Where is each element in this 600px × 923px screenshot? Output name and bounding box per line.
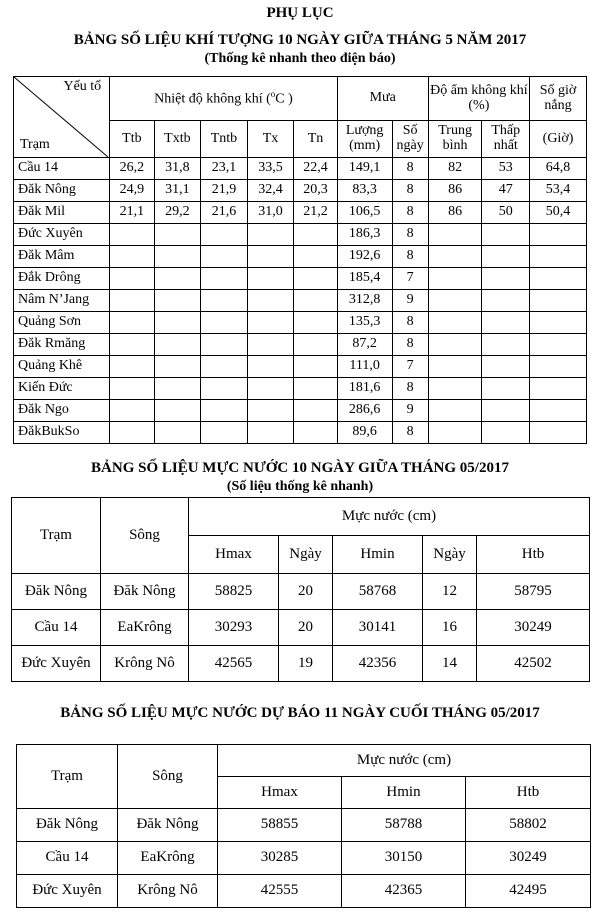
met-table-row: [14, 334, 587, 356]
cell-station: Quảng Khê: [14, 356, 110, 378]
cell-htb: 58795: [477, 574, 590, 610]
cell-dmax: 19: [279, 646, 333, 682]
water-header-level: Mực nước (cm): [189, 498, 590, 536]
cell-hum_min: [482, 246, 530, 268]
cell-hum_avg: 86: [428, 180, 482, 202]
met-table-row: [14, 378, 587, 400]
cell-rain: 83,3: [337, 180, 392, 202]
cell-txtb: [154, 246, 201, 268]
cell-ttb: 24,9: [110, 180, 154, 202]
cell-tntb: [201, 334, 248, 356]
cell-tn: 20,3: [294, 180, 337, 202]
cell-tx: 33,5: [247, 158, 294, 180]
cell-hum_min: [482, 400, 530, 422]
met-table-subtitle: (Thống kê nhanh theo điện báo): [204, 51, 396, 66]
cell-hum_min: 50: [482, 202, 530, 224]
cell-htb: 30249: [477, 610, 590, 646]
rain-group-header: Mưa: [337, 77, 428, 121]
water-table-row: [12, 610, 590, 646]
cell-station: Đăk Nông: [14, 180, 110, 202]
col-humidity-min: Thấp nhất: [482, 121, 530, 158]
cell-txtb: [154, 378, 201, 400]
col-txtb: Txtb: [154, 121, 201, 158]
cell-station: Đăk Mil: [14, 202, 110, 224]
cell-hmax: 42555: [218, 875, 342, 908]
cell-tntb: [201, 246, 248, 268]
cell-hum_avg: [428, 246, 482, 268]
cell-tn: [294, 356, 337, 378]
cell-hum_min: [482, 268, 530, 290]
col-tx: Tx: [247, 121, 294, 158]
water-table-row: [12, 646, 590, 682]
cell-tx: [247, 312, 294, 334]
cell-hmax: 30293: [189, 610, 279, 646]
cell-hum_min: [482, 378, 530, 400]
cell-hum_avg: [428, 290, 482, 312]
met-table-row: [14, 268, 587, 290]
cell-hum_avg: 82: [428, 158, 482, 180]
cell-hum_min: 47: [482, 180, 530, 202]
cell-ttb: [110, 312, 154, 334]
cell-station: Đức Xuyên: [17, 875, 118, 908]
cell-tntb: 21,9: [201, 180, 248, 202]
cell-sun: [530, 246, 587, 268]
cell-tn: [294, 422, 337, 444]
met-table-row: [14, 356, 587, 378]
cell-tntb: [201, 400, 248, 422]
cell-sun: [530, 334, 587, 356]
corner-header: [14, 77, 110, 158]
cell-tn: 21,2: [294, 202, 337, 224]
sun-group-header: Số giờ nắng: [530, 77, 587, 121]
cell-ttb: [110, 290, 154, 312]
cell-tntb: [201, 378, 248, 400]
cell-station: Quảng Sơn: [14, 312, 110, 334]
cell-txtb: [154, 268, 201, 290]
cell-tx: [247, 422, 294, 444]
cell-station: Cầu 14: [12, 610, 101, 646]
cell-tx: [247, 268, 294, 290]
cell-tn: [294, 334, 337, 356]
cell-station: Đức Xuyên: [14, 224, 110, 246]
cell-river: Krông Nô: [118, 875, 218, 908]
cell-txtb: [154, 334, 201, 356]
cell-hmin: 30150: [342, 842, 466, 875]
col-rain-days: Số ngày: [392, 121, 428, 158]
cell-river: Đăk Nông: [101, 574, 189, 610]
cell-tntb: [201, 290, 248, 312]
cell-hmin: 42365: [342, 875, 466, 908]
appendix-title: PHỤ LỤC: [266, 5, 334, 21]
cell-hum_min: [482, 422, 530, 444]
cell-tx: [247, 246, 294, 268]
cell-tn: [294, 400, 337, 422]
forecast-header-htb: Htb: [466, 777, 591, 809]
water-header-river: Sông: [101, 498, 189, 574]
cell-sun: 50,4: [530, 202, 587, 224]
water-level-table: [11, 497, 590, 682]
cell-sun: [530, 400, 587, 422]
cell-tx: [247, 400, 294, 422]
met-table-row: [14, 202, 587, 224]
cell-hum_avg: [428, 400, 482, 422]
cell-hum_avg: [428, 422, 482, 444]
cell-station: Đăk Ngo: [14, 400, 110, 422]
cell-tx: [247, 224, 294, 246]
forecast-header-hmax: Hmax: [218, 777, 342, 809]
cell-station: Đăk Mâm: [14, 246, 110, 268]
forecast-table-title: BẢNG SỐ LIỆU MỰC NƯỚC DỰ BÁO 11 NGÀY CUỐI THÁNG 05/2017: [60, 705, 540, 721]
cell-days: 8: [392, 378, 428, 400]
cell-txtb: [154, 224, 201, 246]
cell-hmax: 58855: [218, 809, 342, 842]
cell-station: Đăk Nông: [17, 809, 118, 842]
cell-hmin: 42356: [333, 646, 423, 682]
cell-rain: 106,5: [337, 202, 392, 224]
cell-tx: [247, 290, 294, 312]
cell-days: 8: [392, 202, 428, 224]
forecast-header-river: Sông: [118, 745, 218, 809]
cell-tn: [294, 224, 337, 246]
water-header-day-max: Ngày: [279, 536, 333, 574]
cell-tntb: [201, 224, 248, 246]
cell-station: Kiến Đức: [14, 378, 110, 400]
cell-days: 7: [392, 356, 428, 378]
forecast-table-row: [17, 875, 591, 908]
cell-sun: 64,8: [530, 158, 587, 180]
cell-hum_min: [482, 224, 530, 246]
cell-hum_min: [482, 334, 530, 356]
cell-tntb: 21,6: [201, 202, 248, 224]
cell-tntb: 23,1: [201, 158, 248, 180]
cell-hmin: 58788: [342, 809, 466, 842]
cell-tntb: [201, 312, 248, 334]
cell-ttb: [110, 356, 154, 378]
cell-river: EaKrông: [118, 842, 218, 875]
cell-rain: 135,3: [337, 312, 392, 334]
met-table-row: [14, 180, 587, 202]
water-table-subtitle: (Số liệu thống kê nhanh): [226, 479, 374, 494]
cell-rain: 149,1: [337, 158, 392, 180]
cell-ttb: [110, 422, 154, 444]
cell-days: 8: [392, 334, 428, 356]
cell-river: EaKrông: [101, 610, 189, 646]
cell-days: 8: [392, 224, 428, 246]
cell-tntb: [201, 268, 248, 290]
forecast-table-row: [17, 809, 591, 842]
cell-dmin: 14: [423, 646, 477, 682]
cell-sun: 53,4: [530, 180, 587, 202]
cell-tx: 31,0: [247, 202, 294, 224]
met-table-row: [14, 158, 587, 180]
corner-station-label: Trạm: [20, 137, 50, 153]
cell-hum_avg: [428, 356, 482, 378]
cell-tx: [247, 334, 294, 356]
cell-station: Đức Xuyên: [12, 646, 101, 682]
humidity-group-header: Độ ẩm không khí (%): [428, 77, 529, 121]
cell-htb: 58802: [466, 809, 591, 842]
cell-ttb: [110, 334, 154, 356]
cell-hum_avg: [428, 224, 482, 246]
col-tn: Tn: [294, 121, 337, 158]
cell-dmax: 20: [279, 574, 333, 610]
cell-hum_avg: [428, 268, 482, 290]
cell-days: 8: [392, 312, 428, 334]
cell-hum_avg: [428, 334, 482, 356]
cell-tn: [294, 378, 337, 400]
cell-tn: [294, 290, 337, 312]
cell-txtb: 31,1: [154, 180, 201, 202]
met-table-row: [14, 422, 587, 444]
cell-hmax: 30285: [218, 842, 342, 875]
cell-river: Đăk Nông: [118, 809, 218, 842]
cell-hmin: 30141: [333, 610, 423, 646]
cell-hum_min: [482, 312, 530, 334]
cell-txtb: 31,8: [154, 158, 201, 180]
cell-htb: 30249: [466, 842, 591, 875]
cell-hmax: 42565: [189, 646, 279, 682]
cell-txtb: [154, 312, 201, 334]
cell-tn: 22,4: [294, 158, 337, 180]
water-header-hmin: Hmin: [333, 536, 423, 574]
cell-river: Krông Nô: [101, 646, 189, 682]
cell-sun: [530, 356, 587, 378]
cell-htb: 42495: [466, 875, 591, 908]
cell-tx: [247, 378, 294, 400]
cell-htb: 42502: [477, 646, 590, 682]
forecast-header-hmin: Hmin: [342, 777, 466, 809]
met-table-row: [14, 224, 587, 246]
cell-rain: 87,2: [337, 334, 392, 356]
cell-tntb: [201, 422, 248, 444]
corner-factor-label: Yếu tố: [63, 79, 102, 94]
forecast-table: [16, 744, 591, 908]
cell-hmax: 58825: [189, 574, 279, 610]
col-humidity-avg: Trung bình: [428, 121, 482, 158]
cell-station: Nâm N’Jang: [14, 290, 110, 312]
water-table-title: BẢNG SỐ LIỆU MỰC NƯỚC 10 NGÀY GIỮA THÁNG 05/2017: [91, 460, 509, 476]
cell-txtb: [154, 290, 201, 312]
cell-station: Cầu 14: [17, 842, 118, 875]
cell-tntb: [201, 356, 248, 378]
cell-tn: [294, 268, 337, 290]
met-table-row: [14, 246, 587, 268]
cell-hum_min: 53: [482, 158, 530, 180]
cell-hum_avg: [428, 312, 482, 334]
forecast-table-row: [17, 842, 591, 875]
cell-hum_min: [482, 356, 530, 378]
cell-txtb: 29,2: [154, 202, 201, 224]
met-table-row: [14, 400, 587, 422]
met-table-row: [14, 290, 587, 312]
forecast-header-station: Trạm: [17, 745, 118, 809]
cell-ttb: [110, 246, 154, 268]
cell-sun: [530, 268, 587, 290]
cell-sun: [530, 422, 587, 444]
cell-rain: 192,6: [337, 246, 392, 268]
cell-txtb: [154, 356, 201, 378]
cell-station: Đăk Nông: [12, 574, 101, 610]
cell-ttb: 26,2: [110, 158, 154, 180]
col-ttb: Ttb: [110, 121, 154, 158]
cell-days: 7: [392, 268, 428, 290]
forecast-header-level: Mực nước (cm): [218, 745, 591, 777]
cell-days: 8: [392, 158, 428, 180]
cell-rain: 186,3: [337, 224, 392, 246]
cell-days: 9: [392, 400, 428, 422]
cell-rain: 286,6: [337, 400, 392, 422]
cell-days: 8: [392, 246, 428, 268]
cell-hum_avg: [428, 378, 482, 400]
cell-sun: [530, 290, 587, 312]
cell-dmin: 12: [423, 574, 477, 610]
cell-rain: 312,8: [337, 290, 392, 312]
cell-txtb: [154, 400, 201, 422]
temp-group-header: Nhiệt độ không khí ($^o$C ): [110, 77, 338, 121]
met-table-row: [14, 312, 587, 334]
cell-ttb: [110, 268, 154, 290]
cell-station: Đăk Rmăng: [14, 334, 110, 356]
water-header-day-min: Ngày: [423, 536, 477, 574]
cell-hum_avg: 86: [428, 202, 482, 224]
cell-hmin: 58768: [333, 574, 423, 610]
cell-tn: [294, 312, 337, 334]
cell-ttb: [110, 400, 154, 422]
cell-dmax: 20: [279, 610, 333, 646]
col-rain-amount: Lượng (mm): [337, 121, 392, 158]
cell-tn: [294, 246, 337, 268]
col-tntb: Tntb: [201, 121, 248, 158]
cell-station: ĐăkBukSo: [14, 422, 110, 444]
cell-rain: 111,0: [337, 356, 392, 378]
cell-ttb: [110, 224, 154, 246]
cell-sun: [530, 378, 587, 400]
cell-ttb: [110, 378, 154, 400]
cell-station: Cầu 14: [14, 158, 110, 180]
water-header-htb: Htb: [477, 536, 590, 574]
met-table-title: BẢNG SỐ LIỆU KHÍ TƯỢNG 10 NGÀY GIỮA THÁNG 5 NĂM 2017: [73, 32, 527, 48]
cell-days: 8: [392, 180, 428, 202]
cell-hum_min: [482, 290, 530, 312]
cell-sun: [530, 224, 587, 246]
water-header-hmax: Hmax: [189, 536, 279, 574]
cell-sun: [530, 312, 587, 334]
cell-tx: [247, 356, 294, 378]
cell-rain: 181,6: [337, 378, 392, 400]
cell-rain: 185,4: [337, 268, 392, 290]
cell-days: 8: [392, 422, 428, 444]
cell-station: Đắk Drông: [14, 268, 110, 290]
cell-txtb: [154, 422, 201, 444]
met-data-table: [13, 76, 587, 444]
col-sun-hours: (Giờ): [530, 121, 587, 158]
water-header-station: Trạm: [12, 498, 101, 574]
cell-ttb: 21,1: [110, 202, 154, 224]
cell-tx: 32,4: [247, 180, 294, 202]
cell-days: 9: [392, 290, 428, 312]
water-table-row: [12, 574, 590, 610]
cell-rain: 89,6: [337, 422, 392, 444]
cell-dmin: 16: [423, 610, 477, 646]
